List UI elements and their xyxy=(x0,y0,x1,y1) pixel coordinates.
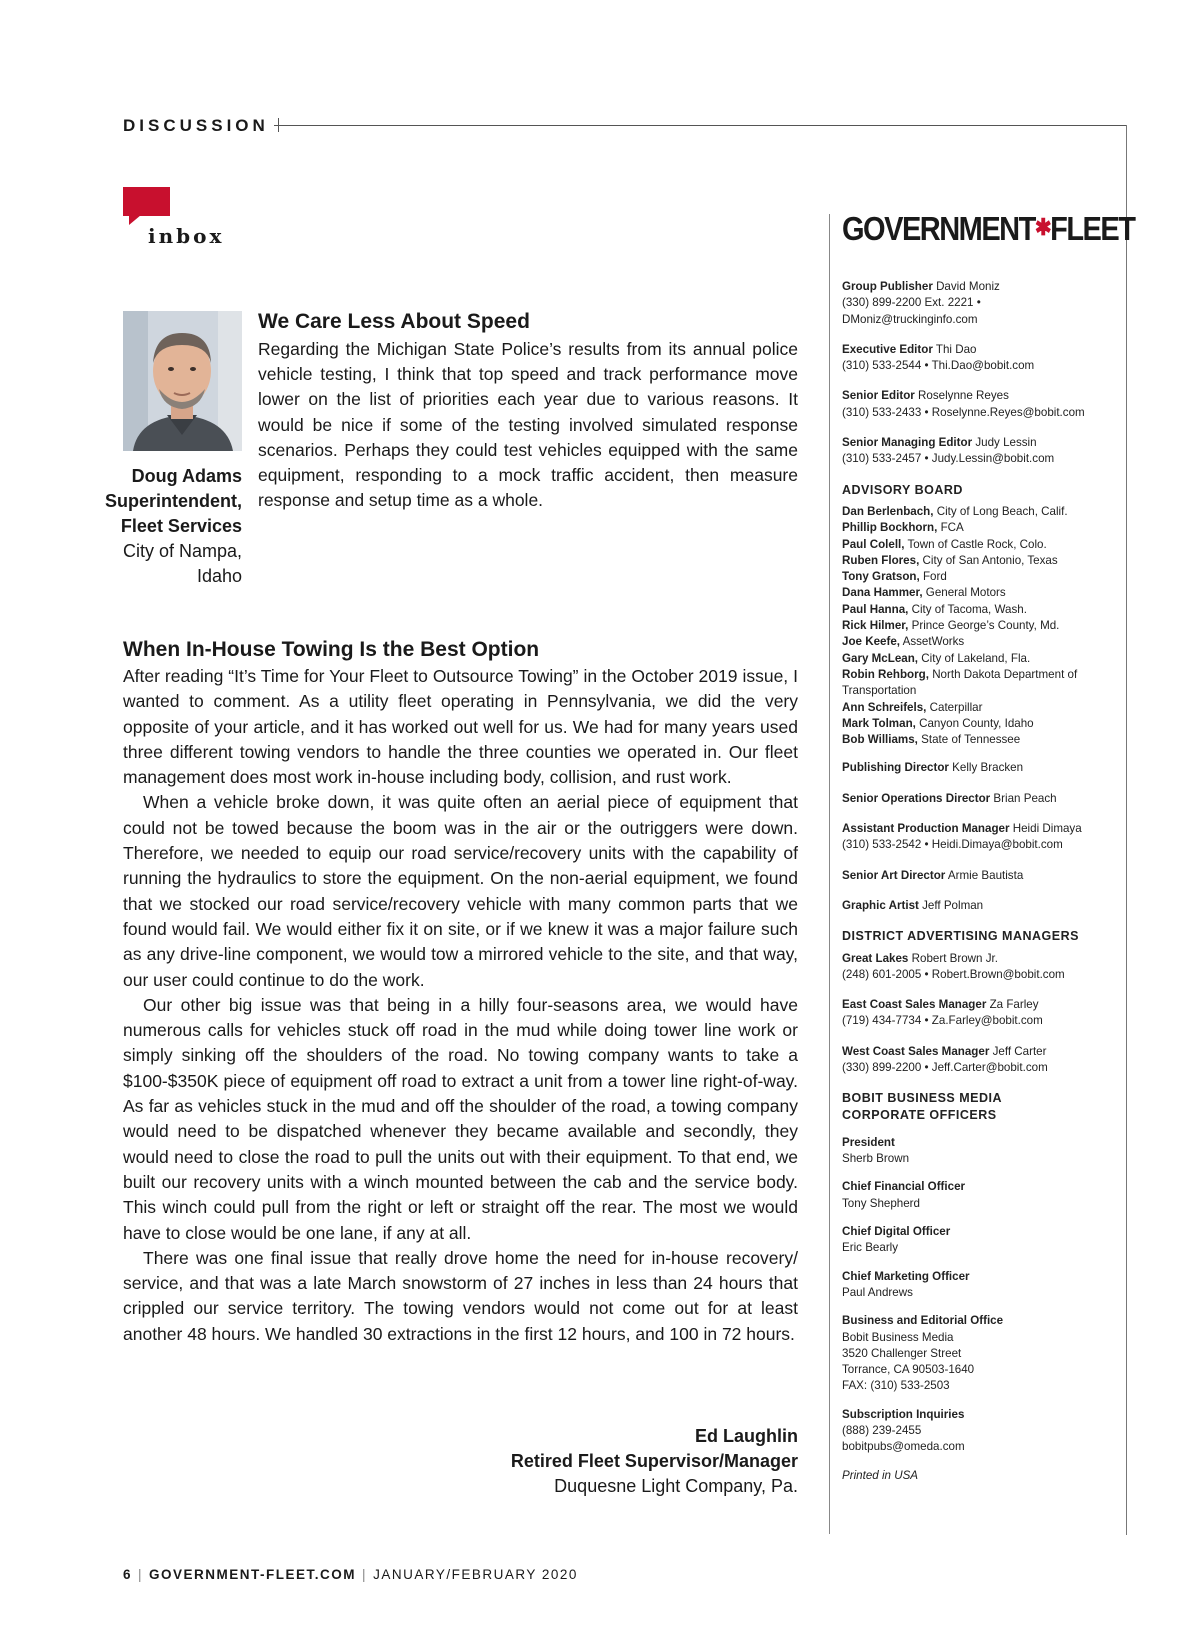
masthead-entry xyxy=(842,997,1122,1030)
advisory-member xyxy=(842,537,1122,553)
advisory-name: Phillip Bockhorn, xyxy=(842,521,938,535)
masthead-role-line xyxy=(842,342,1122,358)
masthead-contact: (310) 533-2457 • Judy.Lessin@bobit.com xyxy=(842,452,1055,466)
masthead-role: Great Lakes xyxy=(842,951,909,965)
advisory-name: Ruben Flores, xyxy=(842,553,920,567)
advisory-name: Tony Gratson, xyxy=(842,570,920,584)
masthead-role-line xyxy=(842,951,1122,967)
masthead-name: Jeff Carter xyxy=(992,1044,1047,1058)
printed-in: Printed in USA xyxy=(842,1468,919,1482)
advisory-org: Prince George’s County, Md. xyxy=(911,619,1060,633)
advisory-member xyxy=(842,585,1122,601)
advisory-name: Paul Colell, xyxy=(842,537,905,551)
masthead-role: East Coast Sales Manager xyxy=(842,998,987,1012)
masthead-role: Graphic Artist xyxy=(842,898,919,912)
logo-left: GOVERNMENT xyxy=(842,211,1035,248)
masthead-name: Thi Dao xyxy=(935,342,977,356)
masthead-entry xyxy=(842,868,1122,884)
masthead-name: Brian Peach xyxy=(993,791,1057,805)
officer-entry xyxy=(842,1224,1122,1257)
masthead-role-line xyxy=(842,388,1122,404)
advisory-org: Canyon County, Idaho xyxy=(919,716,1034,730)
advisory-org: City of Lakeland, Fla. xyxy=(921,651,1031,665)
letter1-author-title-1: Superintendent, xyxy=(104,491,242,511)
advisory-member xyxy=(842,520,1122,536)
advisory-list xyxy=(842,504,1122,748)
masthead-entry xyxy=(842,821,1122,854)
right-page-rule xyxy=(1126,125,1127,1535)
advisory-org: Ford xyxy=(922,570,947,584)
advisory-name: Joe Keefe, xyxy=(842,635,900,649)
speech-bubble-tail xyxy=(129,215,141,225)
advisory-org: City of Tacoma, Wash. xyxy=(911,602,1027,616)
corporate-heading-2: CORPORATE OFFICERS xyxy=(842,1107,997,1122)
advisory-org: Caterpillar xyxy=(929,700,983,714)
masthead-entry xyxy=(842,1044,1122,1077)
masthead-contact: (310) 533-2542 • Heidi.Dimaya@bobit.com xyxy=(842,838,1063,852)
advisory-org: FCA xyxy=(940,521,964,535)
advisory-name: Dan Berlenbach, xyxy=(842,504,934,518)
advisory-org: AssetWorks xyxy=(902,635,965,649)
masthead-logo xyxy=(842,211,1134,249)
masthead-name: Judy Lessin xyxy=(975,436,1037,450)
advisory-org: North Dakota Department of Transportation xyxy=(842,667,1078,698)
section-label: DISCUSSION xyxy=(123,116,269,135)
masthead-role: Group Publisher xyxy=(842,280,933,293)
masthead-name: Jeff Polman xyxy=(922,898,984,912)
advisory-name: Gary McLean, xyxy=(842,651,919,665)
letter2-paragraph: After reading “It’s Time for Your Fleet to Outsource Towing” in the October 2019 issue, I wanted to comment. As a utility fleet operating in Pennsylvania, we did the very opposite of your article, and it has worked out well for us. We had for many years used three different towing vendors to handle the three counties we operated in. Our fleet management does most work in-house including body, collision, and rust work. xyxy=(123,666,798,788)
subscription-heading: Subscription Inquiries xyxy=(842,1407,965,1421)
advisory-name: Rick Hilmer, xyxy=(842,619,909,633)
masthead-name: Armie Bautista xyxy=(947,868,1024,882)
masthead-role-line xyxy=(842,435,1122,451)
masthead-entry xyxy=(842,791,1122,807)
letter1-signature xyxy=(90,464,242,589)
advisory-name: Ann Schreifels, xyxy=(842,700,927,714)
advisory-org: General Motors xyxy=(925,586,1006,600)
office-line: Bobit Business Media xyxy=(842,1330,954,1344)
page-footer: 6 | GOVERNMENT-FLEET.COM | JANUARY/FEBRUARY 2020 xyxy=(123,1567,578,1582)
advisory-heading: ADVISORY BOARD xyxy=(842,482,963,497)
advisory-member xyxy=(842,634,1122,650)
letter1-body: Regarding the Michigan State Police’s results from its annual police vehicle testing, I think that top speed and track performance move lower on the list of priorities each year due to various reasons. It would be nice if some of the testing involved simulated response scenarios. Perhaps they could test vehicles equipped with the same equipment, responding to a mock traffic accident, then measure response and setup time as a whole. xyxy=(258,339,798,511)
advisory-member xyxy=(842,667,1122,700)
letter1-author-name: Doug Adams xyxy=(131,466,242,486)
masthead-contact: (248) 601-2005 • Robert.Brown@bobit.com xyxy=(842,967,1065,981)
officer-role: Chief Marketing Officer xyxy=(842,1269,970,1283)
subscription-email: bobitpubs@omeda.com xyxy=(842,1440,965,1454)
masthead xyxy=(842,279,1122,1484)
masthead-divider xyxy=(829,214,830,1534)
masthead-role-line xyxy=(842,997,1122,1013)
letter2-paragraph: When a vehicle broke down, it was quite often an aerial piece of equipment that could not be towed because the boom was in the air or the outriggers were down. Therefore, we needed to equip our road service/recovery units with the capability of running the hydraulics to store the equipment. On the non-aerial equipment, we found that we stocked our road service/recovery vehicle with many common parts that we found would fail. We would either fix it on site, or if we knew it was a major failure such as any drive-line component, we would tow a mirrored vehicle to the site, and that way, our user could continue to do the work. xyxy=(123,792,798,990)
advisory-name: Robin Rehborg, xyxy=(842,667,929,681)
officer-name: Sherb Brown xyxy=(842,1152,910,1166)
officer-list xyxy=(842,1135,1122,1301)
masthead-contact: (719) 434-7734 • Za.Farley@bobit.com xyxy=(842,1014,1043,1028)
advisory-member xyxy=(842,504,1122,520)
masthead-role-line xyxy=(842,279,1122,295)
production-list xyxy=(842,760,1122,914)
advisory-org: City of San Antonio, Texas xyxy=(922,553,1058,567)
advisory-member xyxy=(842,553,1122,569)
letter2-body xyxy=(123,664,798,1347)
officer-name: Eric Bearly xyxy=(842,1241,899,1255)
masthead-contact: (310) 533-2433 • Roselynne.Reyes@bobit.com xyxy=(842,405,1085,419)
masthead-name: Roselynne Reyes xyxy=(918,389,1009,403)
letter2-signature xyxy=(420,1424,798,1499)
office-heading: Business and Editorial Office xyxy=(842,1314,1004,1328)
office-line: FAX: (310) 533-2503 xyxy=(842,1379,950,1393)
office-line: 3520 Challenger Street xyxy=(842,1346,962,1360)
masthead-role: Senior Editor xyxy=(842,389,915,403)
officer-name: Tony Shepherd xyxy=(842,1196,920,1210)
letter2-author-name: Ed Laughlin xyxy=(695,1426,798,1446)
masthead-role: Senior Operations Director xyxy=(842,791,991,805)
masthead-role: Publishing Director xyxy=(842,761,949,775)
letter1-author-org-1: City of Nampa, xyxy=(122,541,242,561)
masthead-role: Assistant Production Manager xyxy=(842,822,1010,836)
officer-role: Chief Digital Officer xyxy=(842,1225,951,1239)
masthead-contact: (310) 533-2544 • Thi.Dao@bobit.com xyxy=(842,359,1035,373)
officer-entry xyxy=(842,1135,1122,1168)
advisory-member xyxy=(842,569,1122,585)
subscription-phone: (888) 239-2455 xyxy=(842,1424,922,1438)
advisory-member xyxy=(842,602,1122,618)
letter2-author-org: Duquesne Light Company, Pa. xyxy=(554,1476,798,1496)
letter1-title: We Care Less About Speed xyxy=(258,310,530,333)
staff-list xyxy=(842,279,1122,468)
masthead-entry xyxy=(842,898,1122,914)
logo-right: FLEET xyxy=(1050,211,1135,248)
officer-role: Chief Financial Officer xyxy=(842,1180,966,1194)
masthead-role: West Coast Sales Manager xyxy=(842,1044,990,1058)
advisory-member xyxy=(842,700,1122,716)
office-block xyxy=(842,1313,1122,1394)
subscription-block xyxy=(842,1407,1122,1456)
office-line: Torrance, CA 90503-1640 xyxy=(842,1363,975,1377)
masthead-role-line xyxy=(842,821,1122,837)
advisory-org: Town of Castle Rock, Colo. xyxy=(907,537,1047,551)
advisory-name: Paul Hanna, xyxy=(842,602,909,616)
page-number: 6 xyxy=(123,1567,133,1582)
header-rule xyxy=(274,125,1126,126)
author-photo xyxy=(123,311,242,451)
district-list xyxy=(842,951,1122,1077)
letter2-title: When In-House Towing Is the Best Option xyxy=(123,638,540,661)
letter2-author-title: Retired Fleet Supervisor/Manager xyxy=(510,1451,798,1471)
advisory-member xyxy=(842,651,1122,667)
masthead-role: Senior Managing Editor xyxy=(842,436,973,450)
author-portrait-icon xyxy=(123,311,242,451)
masthead-role-line xyxy=(842,898,1122,914)
letter2-paragraph: There was one final issue that really drove home the need for in-house recovery/ service, and that was a late March snowstorm of 27 inches in less than 24 hours that crippled our service territory. The towing vendors would not come out for at least another 48 hours. We handled 30 extractions in the first 12 hours, and 100 in 72 hours. xyxy=(123,1247,798,1344)
officer-name: Paul Andrews xyxy=(842,1285,913,1299)
advisory-member xyxy=(842,618,1122,634)
masthead-entry xyxy=(842,342,1122,375)
corporate-heading xyxy=(842,1090,1122,1123)
advisory-name: Bob Williams, xyxy=(842,733,918,747)
masthead-name: Za Farley xyxy=(989,998,1039,1012)
logo-star-icon: ✱ xyxy=(1034,215,1051,241)
masthead-contact: (330) 899-2200 • Jeff.Carter@bobit.com xyxy=(842,1060,1048,1074)
masthead-role-line xyxy=(842,1044,1122,1060)
masthead-entry xyxy=(842,435,1122,468)
advisory-org: City of Long Beach, Calif. xyxy=(936,504,1068,518)
officer-entry xyxy=(842,1179,1122,1212)
advisory-org: State of Tennessee xyxy=(921,733,1021,747)
masthead-entry xyxy=(842,760,1122,776)
advisory-member xyxy=(842,732,1122,748)
masthead-name: Kelly Bracken xyxy=(952,761,1024,775)
masthead-role-line xyxy=(842,868,1122,884)
masthead-name: Heidi Dimaya xyxy=(1012,822,1082,836)
masthead-name: David Moniz xyxy=(936,280,1000,293)
inbox-label: inbox xyxy=(148,224,225,248)
letter2-paragraph: Our other big issue was that being in a hilly four-seasons area, we would have numerous calls for vehicles stuck off road in the mud while doing tower line work or simply sinking off the shoulders of the road. No towing company wants to take a $100-$350K piece of equipment off road to extract a unit from a tower line right-of-way. As far as vehicles stuck in the mud and off the shoulder of the road, a towing company would need to be dispatched whenever they became available and secondly, they would need to close the road to pull the units out with their equipment. To that end, we built our recovery units with a winch mounted between the cab and the service body. This winch could pull from the right or left or straight off the rear. The most we would have to close would be one lane, if any at all. xyxy=(123,994,798,1243)
masthead-role-line xyxy=(842,760,1122,776)
masthead-role: Executive Editor xyxy=(842,342,933,356)
masthead-role-line xyxy=(842,791,1122,807)
masthead-contact: (330) 899-2200 Ext. 2221 • xyxy=(842,296,981,310)
letter1-author-org-2: Idaho xyxy=(196,566,242,586)
masthead-entry xyxy=(842,388,1122,421)
footer-site: GOVERNMENT-FLEET.COM xyxy=(149,1567,357,1582)
letter1-author-title-2: Fleet Services xyxy=(120,516,242,536)
officer-role: President xyxy=(842,1135,895,1149)
masthead-entry xyxy=(842,279,1122,328)
district-heading: DISTRICT ADVERTISING MANAGERS xyxy=(842,929,1079,944)
corporate-heading-1: BOBIT BUSINESS MEDIA xyxy=(842,1091,1003,1106)
speech-bubble-icon xyxy=(123,187,170,216)
footer-issue: JANUARY/FEBRUARY 2020 xyxy=(373,1567,578,1582)
advisory-name: Mark Tolman, xyxy=(842,716,916,730)
masthead-name: Robert Brown Jr. xyxy=(911,951,998,965)
masthead-contact: DMoniz@truckinginfo.com xyxy=(842,312,978,326)
advisory-name: Dana Hammer, xyxy=(842,586,923,600)
masthead-role: Senior Art Director xyxy=(842,868,946,882)
masthead-entry xyxy=(842,951,1122,984)
advisory-member xyxy=(842,716,1122,732)
officer-entry xyxy=(842,1269,1122,1302)
